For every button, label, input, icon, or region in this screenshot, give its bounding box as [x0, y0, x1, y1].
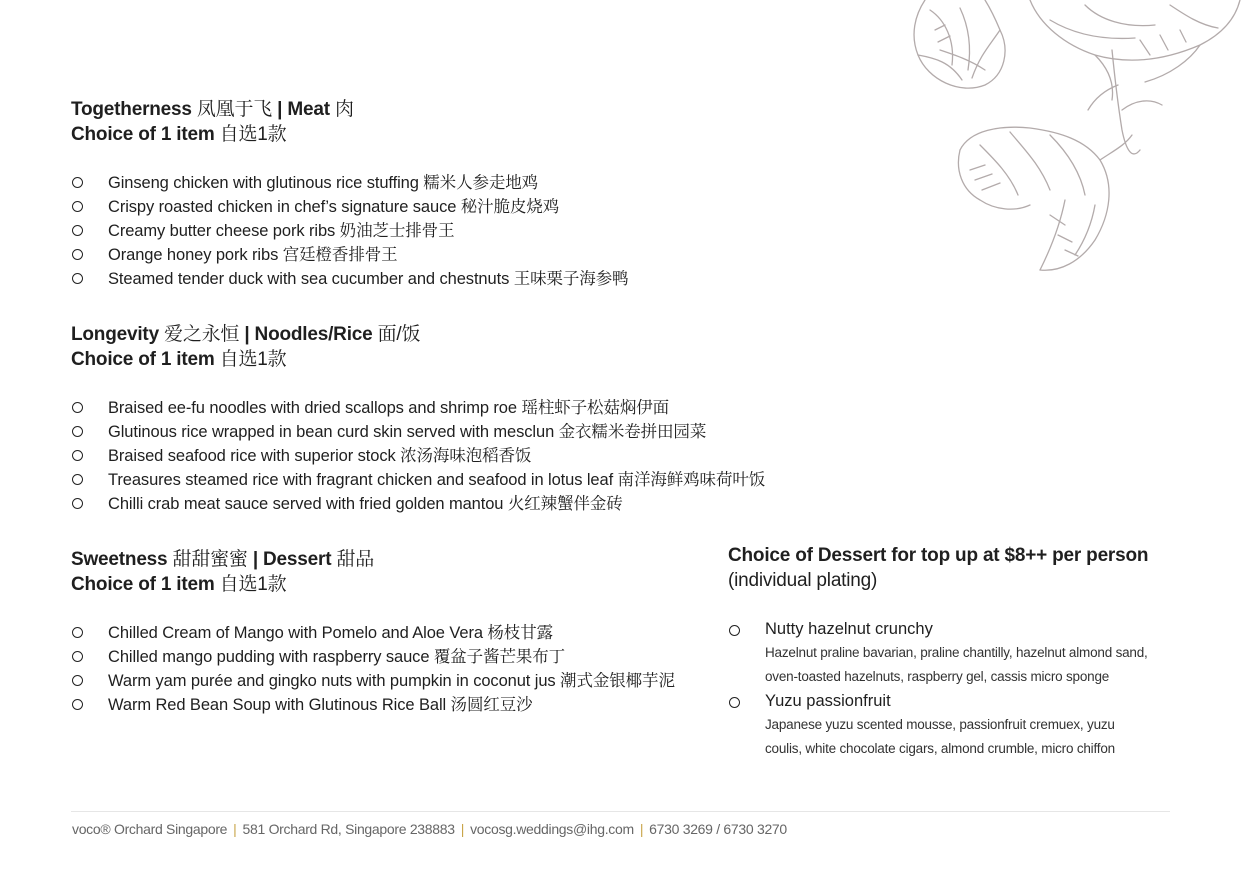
menu-option[interactable]	[71, 420, 765, 444]
radio-circle-icon[interactable]	[72, 474, 83, 485]
menu-option[interactable]	[71, 195, 629, 219]
option-label: Chilled mango pudding with raspberry sauce 覆盆子酱芒果布丁	[108, 648, 566, 666]
section-category-zh: 肉	[334, 99, 354, 120]
section-category-zh: 甜品	[336, 549, 375, 570]
section-category-en: Dessert	[263, 549, 332, 570]
section-category-en: Noodles/Rice	[254, 324, 373, 345]
topup-option[interactable]	[728, 617, 1178, 689]
option-label: Braised seafood rice with superior stock 浓汤海味泡稻香饭	[108, 447, 532, 465]
menu-section-dessert	[71, 547, 675, 717]
menu-option[interactable]	[71, 645, 675, 669]
radio-circle-icon[interactable]	[72, 426, 83, 437]
option-label: Braised ee-fu noodles with dried scallops and shrimp roe 瑶柱虾子松菇焖伊面	[108, 399, 670, 417]
footer-separator: |	[639, 821, 644, 837]
title-separator: |	[277, 99, 283, 120]
radio-circle-icon[interactable]	[72, 699, 83, 710]
menu-option[interactable]	[71, 693, 675, 717]
title-separator: |	[244, 324, 250, 345]
footer-divider	[71, 811, 1170, 812]
footer-hotel: voco® Orchard Singapore	[72, 821, 228, 837]
option-label: Glutinous rice wrapped in bean curd skin served with mesclun 金衣糯米卷拼田园菜	[108, 423, 707, 441]
menu-option[interactable]	[71, 396, 765, 420]
choice-zh: 自选1款	[219, 124, 287, 145]
section-choice	[71, 122, 629, 147]
radio-circle-icon[interactable]	[72, 402, 83, 413]
radio-circle-icon[interactable]	[72, 627, 83, 638]
menu-option[interactable]	[71, 171, 629, 195]
footer-email[interactable]: vocosg.weddings@ihg.com	[470, 821, 634, 837]
option-label: Creamy butter cheese pork ribs 奶油芝士排骨王	[108, 222, 455, 240]
section-title	[71, 322, 765, 347]
section-title-en: Togetherness	[71, 99, 192, 120]
option-label: Chilli crab meat sauce served with fried golden mantou 火红辣蟹伴金砖	[108, 495, 623, 513]
radio-circle-icon[interactable]	[72, 249, 83, 260]
option-label: Chilled Cream of Mango with Pomelo and Aloe Vera 杨枝甘露	[108, 624, 553, 642]
section-category-en: Meat	[287, 99, 330, 120]
radio-circle-icon[interactable]	[72, 498, 83, 509]
section-choice	[71, 572, 675, 597]
menu-option[interactable]	[71, 468, 765, 492]
radio-circle-icon[interactable]	[72, 225, 83, 236]
dessert-description: Japanese yuzu scented mousse, passionfruit cremuex, yuzu	[765, 717, 1115, 732]
section-title-en: Longevity	[71, 324, 159, 345]
section-title	[71, 97, 629, 122]
topup-option[interactable]	[728, 689, 1178, 761]
radio-circle-icon[interactable]	[72, 651, 83, 662]
option-label: Warm Red Bean Soup with Glutinous Rice Ball 汤圆红豆沙	[108, 696, 533, 714]
section-choice	[71, 347, 765, 372]
dessert-description: coulis, white chocolate cigars, almond crumble, micro chiffon	[765, 741, 1115, 756]
radio-circle-icon[interactable]	[729, 697, 740, 708]
title-separator: |	[252, 549, 258, 570]
floral-illustration	[900, 0, 1241, 280]
dessert-description: oven-toasted hazelnuts, raspberry gel, cassis micro sponge	[765, 669, 1110, 684]
menu-section-meat	[71, 97, 629, 291]
option-label: Orange honey pork ribs 宫廷橙香排骨王	[108, 246, 398, 264]
radio-circle-icon[interactable]	[72, 450, 83, 461]
choice-en: Choice of 1 item	[71, 574, 215, 595]
option-label: Ginseng chicken with glutinous rice stuffing 糯米人参走地鸡	[108, 174, 539, 192]
menu-option[interactable]	[71, 243, 629, 267]
menu-section-noodles-rice	[71, 322, 765, 516]
option-label: Steamed tender duck with sea cucumber and chestnuts 王味栗子海参鸭	[108, 270, 629, 288]
radio-circle-icon[interactable]	[72, 177, 83, 188]
option-label: Treasures steamed rice with fragrant chicken and seafood in lotus leaf 南洋海鲜鸡味荷叶饭	[108, 471, 766, 489]
choice-en: Choice of 1 item	[71, 349, 215, 370]
menu-option[interactable]	[71, 669, 675, 693]
menu-option[interactable]	[71, 621, 675, 645]
menu-option[interactable]	[71, 267, 629, 291]
menu-option[interactable]	[71, 444, 765, 468]
section-title-zh: 爱之永恒	[164, 324, 240, 345]
footer-separator: |	[460, 821, 465, 837]
footer-phone[interactable]: 6730 3269 / 6730 3270	[649, 821, 787, 837]
footer-address: 581 Orchard Rd, Singapore 238883	[242, 821, 455, 837]
menu-option[interactable]	[71, 492, 765, 516]
section-title	[71, 547, 675, 572]
section-title-en: Sweetness	[71, 549, 168, 570]
dessert-name: Nutty hazelnut crunchy	[765, 620, 933, 638]
radio-circle-icon[interactable]	[72, 273, 83, 284]
menu-option[interactable]	[71, 219, 629, 243]
dessert-name: Yuzu passionfruit	[765, 692, 891, 710]
section-title-zh: 甜甜蜜蜜	[172, 549, 248, 570]
section-category-zh: 面/饭	[377, 324, 421, 345]
choice-zh: 自选1款	[219, 574, 287, 595]
radio-circle-icon[interactable]	[72, 201, 83, 212]
section-title-zh: 凤凰于飞	[196, 99, 273, 120]
topup-title: Choice of Dessert for top up at $8++ per person	[728, 545, 1149, 566]
topup-dessert-section	[728, 543, 1178, 761]
option-label: Crispy roasted chicken in chef’s signature sauce 秘汁脆皮烧鸡	[108, 198, 560, 216]
footer	[72, 819, 787, 839]
choice-zh: 自选1款	[219, 349, 287, 370]
footer-separator: |	[233, 821, 237, 837]
radio-circle-icon[interactable]	[729, 625, 740, 636]
dessert-description: Hazelnut praline bavarian, praline chantilly, hazelnut almond sand,	[765, 645, 1148, 660]
topup-subtitle: (individual plating)	[728, 570, 878, 591]
option-label: Warm yam purée and gingko nuts with pumpkin in coconut jus 潮式金银椰芋泥	[108, 672, 675, 690]
radio-circle-icon[interactable]	[72, 675, 83, 686]
choice-en: Choice of 1 item	[71, 124, 215, 145]
